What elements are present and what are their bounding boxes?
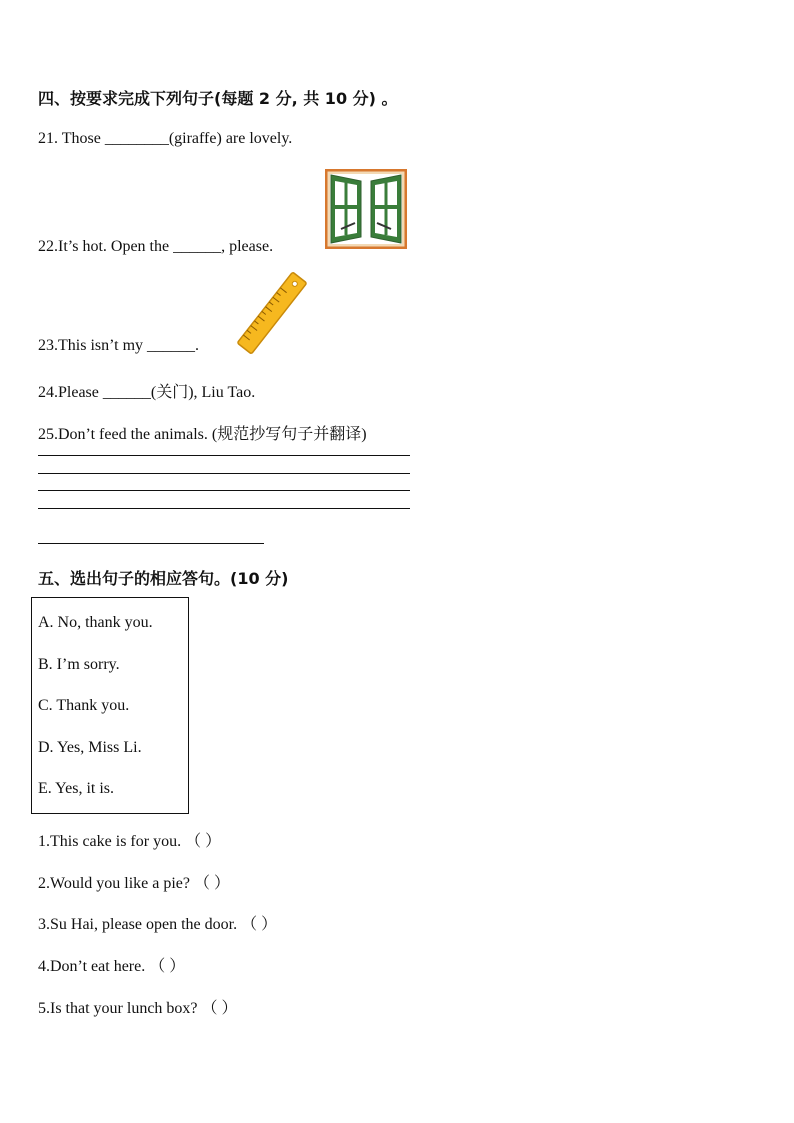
option-b: B. I’m sorry. [38,656,120,673]
section-5-heading: 五、选出句子的相应答句。(10 分) [38,569,289,588]
question-5-3: 3.Su Hai, please open the door. （ ） [38,916,278,933]
question-5-1: 1.This cake is for you. （ ） [38,833,222,850]
window-icon [325,169,407,249]
question-22: 22.It’s hot. Open the ______, please. [38,238,274,255]
question-24: 24.Please ______(关门), Liu Tao. [38,384,256,401]
answer-line [38,543,264,544]
answer-line [38,455,410,456]
ruler-icon [235,272,309,354]
answer-line [38,508,410,509]
question-25: 25.Don’t feed the animals. (规范抄写句子并翻译) [38,426,367,443]
answer-line [38,473,410,474]
answer-line [38,490,410,491]
question-5-5: 5.Is that your lunch box? （ ） [38,1000,238,1017]
question-23: 23.This isn’t my ______. [38,337,200,354]
option-a: A. No, thank you. [38,614,153,631]
section-4-heading: 四、按要求完成下列句子(每题 2 分, 共 10 分) 。 [38,89,398,108]
option-d: D. Yes, Miss Li. [38,739,142,756]
question-21: 21. Those ________(giraffe) are lovely. [38,130,293,147]
question-5-4: 4.Don’t eat here. （ ） [38,958,186,975]
question-5-2: 2.Would you like a pie? （ ） [38,875,231,892]
option-e: E. Yes, it is. [38,780,115,797]
option-c: C. Thank you. [38,697,130,714]
